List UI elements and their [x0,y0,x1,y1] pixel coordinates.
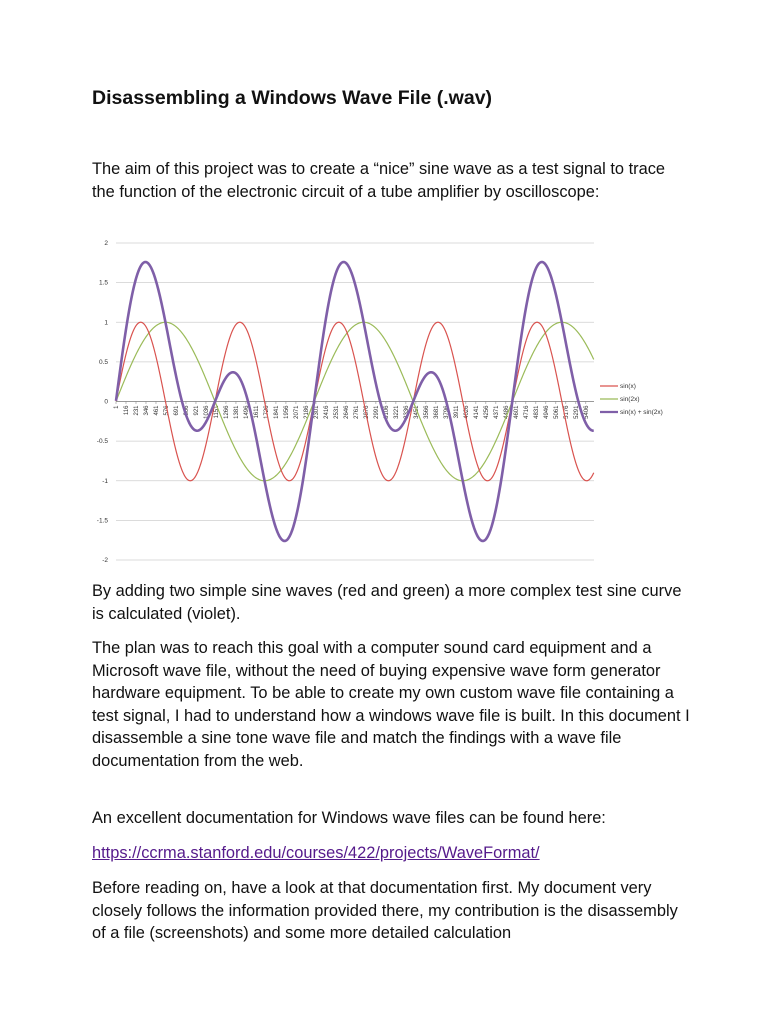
chart-x-tick-label: 691 [173,405,180,416]
chart-legend [600,383,663,416]
chart-x-tick-label: 3106 [383,405,390,419]
chart-x-tick-label: 5061 [553,405,560,419]
chart-x-tick-label: 921 [193,405,200,416]
chart-x-tick-label: 4371 [493,405,500,419]
closing-paragraph: Before reading on, have a look at that documentation first. My document very closely follows the information provided there, my contribution is the disassembly of a file (screenshots) and some more detailed calculation [92,879,678,943]
chart-x-tick-label: 1 [114,405,120,409]
chart-x-tick-label: 1956 [283,405,290,419]
chart-gridlines [116,243,594,560]
chart-x-tick-label: 2991 [373,405,380,419]
chart-legend-label: sin(x) [620,383,636,391]
documentation-intro-paragraph: An excellent documentation for Windows wave files can be found here: [92,809,606,827]
chart-x-tick-label: 4256 [483,405,490,419]
chart-x-tick-label: 806 [183,405,190,416]
chart-x-tick-label: 3681 [433,405,440,419]
chart-x-tick-label: 2646 [343,405,350,419]
chart-x-tick-label: 116 [123,405,130,416]
sine-wave-chart [80,234,663,566]
chart-x-tick-label: 2531 [333,405,340,419]
chart-x-tick-label: 2876 [363,405,370,419]
chart-y-tick-label: -1 [102,477,108,485]
chart-x-tick-label: 1036 [203,405,210,419]
chart-x-tick-label: 231 [133,405,140,416]
chart-x-tick-label: 3221 [393,405,400,419]
chart-x-tick-label: 5406 [583,405,590,419]
chart-x-tick-label: 1381 [233,405,240,419]
chart-x-tick-label: 461 [153,405,160,416]
chart-y-tick-label: -1.5 [96,517,108,525]
chart-legend-label: sin(2x) [620,396,640,404]
chart-x-tick-label: 576 [163,405,170,416]
chart-x-tick-label: 3911 [453,405,460,419]
wave-format-link[interactable]: https://ccrma.stanford.edu/courses/422/projects/WaveFormat/ [92,844,540,862]
document-title: Disassembling a Windows Wave File (.wav) [92,87,493,109]
chart-y-tick-label: 2 [104,240,108,247]
chart-x-tick-label: 1841 [273,405,280,419]
chart-x-tick-label: 4946 [543,405,550,419]
chart-y-tick-label: 0.5 [98,358,108,366]
chart-x-tick-label: 5176 [563,405,570,419]
chart-y-tick-label: -0.5 [96,438,108,446]
chart-x-tick-label: 4716 [523,405,530,419]
chart-x-tick-label: 3566 [423,405,430,419]
chart-y-tick-label: 1 [104,319,108,327]
chart-x-tick-label: 1266 [223,405,230,419]
chart-legend-label: sin(x) + sin(2x) [620,409,663,417]
chart-x-tick-label: 4026 [463,405,470,419]
chart-x-tick-label: 4831 [533,405,540,419]
chart-x-tick-label: 1496 [243,405,250,419]
intro-paragraph: The aim of this project was to create a “nice” sine wave as a test signal to trace the function of the electronic circuit of a tube amplifier by oscilloscope: [92,160,666,201]
chart-x-tick-label: 3336 [403,405,410,419]
chart-y-ticks [97,240,109,564]
chart-x-tick-label: 5291 [573,405,580,419]
chart-y-tick-label: 1.5 [98,279,108,287]
chart-x-tick-label: 1151 [213,405,220,419]
chart-x-tick-label: 2761 [353,405,360,419]
chart-y-tick-label: -2 [102,557,108,564]
chart-x-tick-label: 346 [143,405,150,416]
chart-x-tick-label: 1611 [253,405,260,419]
chart-x-tick-label: 3796 [443,405,450,419]
chart-y-tick-label: 0 [104,398,108,406]
chart-x-tick-label: 2301 [313,405,320,419]
chart-x-tick-label: 2416 [323,405,330,419]
chart-x-tick-label: 2186 [303,405,310,419]
chart-x-tick-label: 2071 [293,405,300,419]
chart-x-tick-label: 4141 [473,405,480,419]
chart-x-tick-label: 3451 [413,405,420,419]
plan-paragraph: The plan was to reach this goal with a computer sound card equipment and a Microsoft wave file, without the need of buying expensive wave form generator hardware equipment. To be able to create my own custom wave file containing a test signal, I had to understand how a windows wave file is built. In this document I disassemble a sine tone wave file and match the findings with a wave file documentation from the web. [92,639,690,770]
chart-x-tick-label: 4601 [513,405,520,419]
chart-x-tick-label: 1726 [263,405,270,419]
chart-caption-paragraph: By adding two simple sine waves (red and green) a more complex test sine curve is calculated (violet). [92,582,682,623]
chart-x-tick-label: 4486 [503,405,510,419]
